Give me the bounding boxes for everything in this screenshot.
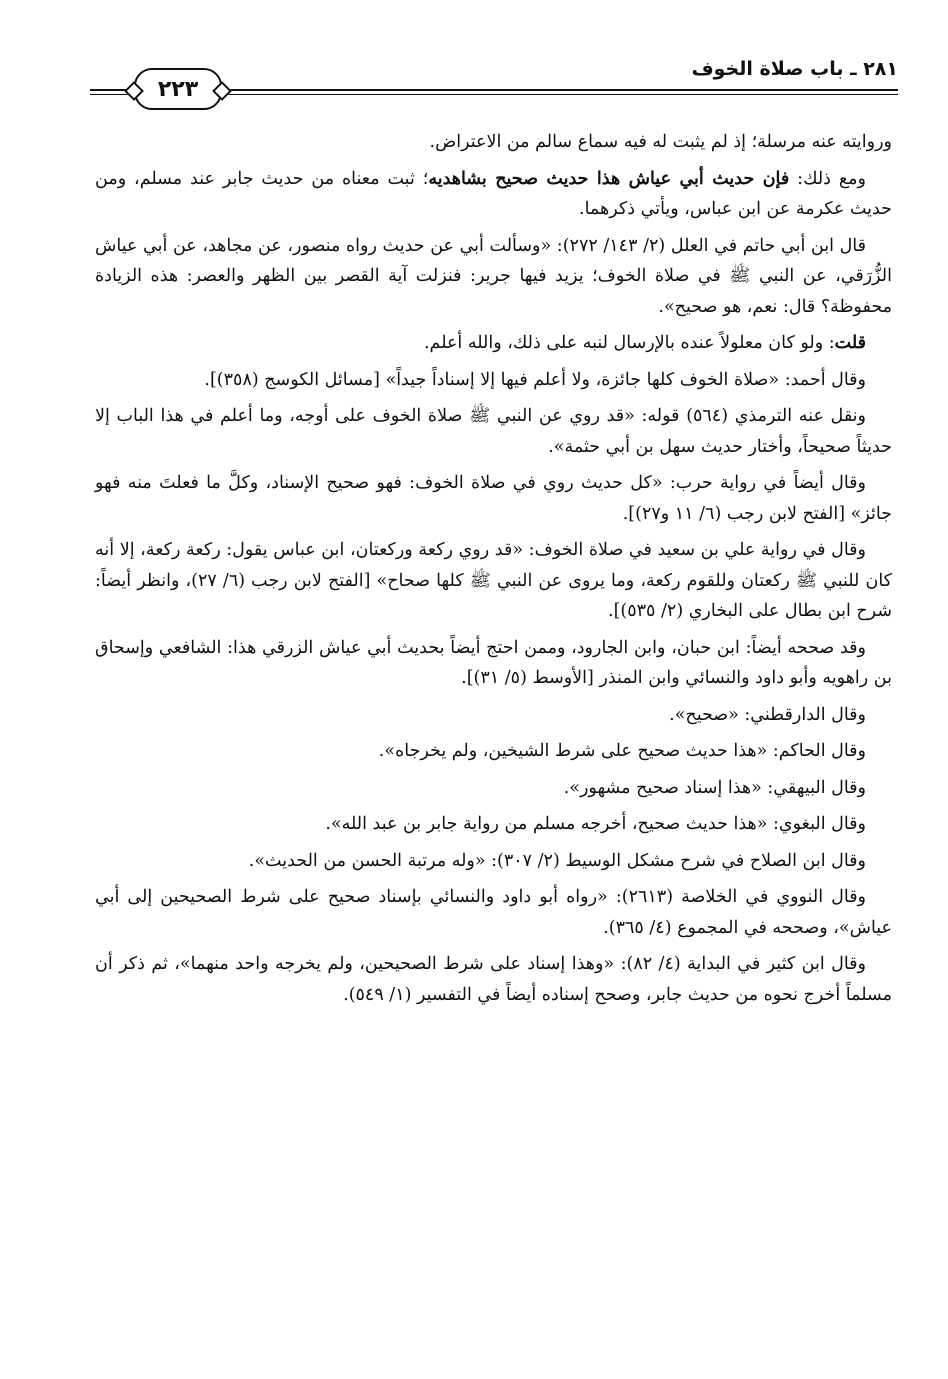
header-rule-left-thin	[90, 94, 132, 95]
paragraph: وقد صححه أيضاً: ابن حبان، وابن الجارود، وممن احتج أيضاً بحديث أبي عياش الزرقي هذا: الشافعي وإسحاق بن راهويه وأبو داود والنسائي وابن المنذر [الأوسط (٥/ ٣١)].	[95, 637, 892, 688]
paragraph: وقال ابن كثير في البداية (٤/ ٨٢): «وهذا إسناد على شرط الصحيحين، ولم يخرجه واحد منهما»، ثم ذكر أن مسلماً أخرج نحوه من حديث جابر، وصحح إسناده أيضاً في التفسير (١/ ٥٤٩).	[95, 954, 892, 1005]
paragraph: ومع ذلك: فإن حديث أبي عياش هذا حديث صحيح بشاهديه؛ ثبت معناه من حديث جابر عند مسلم، ومن حديث عكرمة عن ابن عباس، ويأتي ذكرهما.	[95, 168, 892, 219]
paragraph: وقال ابن الصلاح في شرح مشكل الوسيط (٢/ ٣٠٧): «وله مرتبة الحسن من الحديث».	[248, 850, 866, 871]
paragraph: وقال أيضاً في رواية حرب: «كل حديث روي في صلاة الخوف: فهو صحيح الإسناد، وكلَّ ما فعلتَ منه فهو جائز» [الفتح لابن رجب (٦/ ١١ و٢٧)].	[95, 473, 892, 524]
paragraph: وقال البيهقي: «هذا إسناد صحيح مشهور».	[563, 777, 866, 798]
header-rule	[220, 89, 898, 91]
chapter-title: ٢٨١ ـ باب صلاة الخوف	[691, 58, 898, 80]
page-number: ٢٢٣	[134, 68, 222, 110]
paragraph: وقال الحاكم: «هذا حديث صحيح على شرط الشيخين، ولم يخرجاه».	[378, 741, 866, 761]
paragraph: وقال النووي في الخلاصة (٢٦١٣): «رواه أبو داود والنسائي بإسناد صحيح على شرط الصحيحين إلى أبي عياش»، وصححه في المجموع (٤/ ٣٦٥).	[95, 887, 892, 938]
page-header	[90, 56, 898, 108]
paragraph: وقال أحمد: «صلاة الخوف كلها جائزة، ولا أعلم فيها إلا إسناداً جيداً» [مسائل الكوسج (٣٥٨)].	[204, 369, 866, 390]
header-rule-thin	[220, 94, 898, 95]
paragraph: وقال البغوي: «هذا حديث صحيح، أخرجه مسلم من رواية جابر بن عبد الله».	[325, 814, 866, 834]
paragraph: وروايته عنه مرسلة؛ إذ لم يثبت له فيه سماع سالم من الاعتراض.	[429, 132, 892, 152]
paragraph: قال ابن أبي حاتم في العلل (٢/ ١٤٣/ ٢٧٢): «وسألت أبي عن حديث رواه منصور، عن مجاهد، عن أبي عياش الزُّرَقي، عن النبي ﷺ في صلاة الخوف؛ يزيد فيها جرير: فنزلت آية القصر بين الظهر والعصر: هذه الزيادة محفوظة؟ قال: نعم، هو صحيح».	[95, 235, 892, 317]
paragraph: قلت: ولو كان معلولاً عنده بالإرسال لنبه على ذلك، والله أعلم.	[423, 333, 866, 353]
paragraph: وقال الدارقطني: «صحيح».	[669, 704, 866, 725]
paragraph: ونقل عنه الترمذي (٥٦٤) قوله: «قد روي عن النبي ﷺ صلاة الخوف على أوجه، وما أعلم في هذا الباب إلا حديثاً صحيحاً، وأختار حديث سهل بن أبي حثمة».	[95, 406, 892, 457]
paragraph: وقال في رواية علي بن سعيد في صلاة الخوف: «قد روي ركعة وركعتان، ابن عباس يقول: ركعة ركعة، إلا أنه كان للنبي ﷺ ركعتان وللقوم ركعة، وما يروى عن النبي ﷺ كلها صحاح» [الفتح لابن رجب (٦/ ٢٧)، وانظر أيضاً: شرح ابن بطال على البخاري (٢/ ٥٣٥)].	[95, 540, 892, 621]
page-body	[95, 127, 892, 1016]
